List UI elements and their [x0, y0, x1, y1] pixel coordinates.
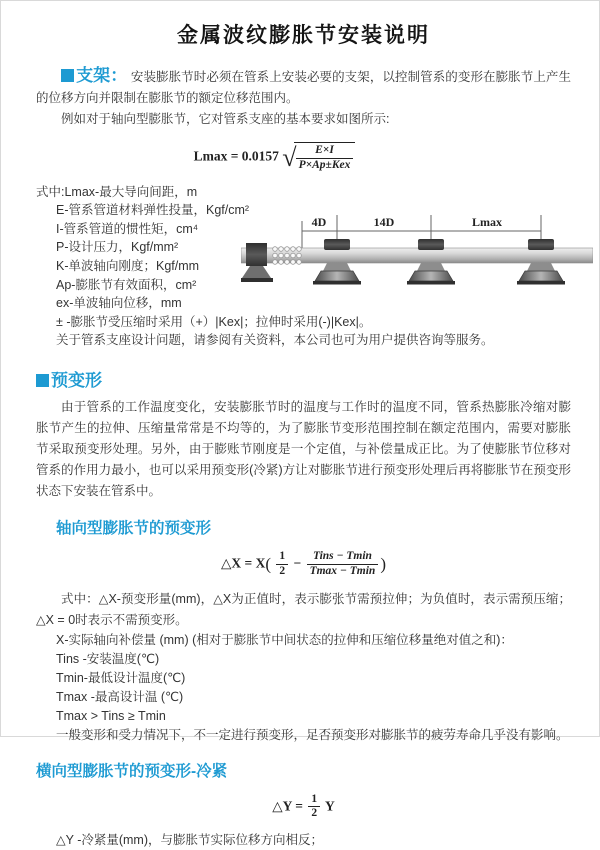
predeform-heading-label: 预变形 — [51, 370, 102, 390]
fraction-denominator: Tmax − Tmin — [309, 564, 376, 577]
pipe-support-diagram — [241, 209, 593, 305]
support-heading-label: 支架： — [76, 66, 128, 85]
predeform-section-heading — [36, 366, 571, 391]
axial-close-paren: ) — [380, 554, 386, 574]
variable-line: Ap-膨胀节有效面积，cm² — [56, 277, 197, 292]
axial-note-line: 一般变形和受力情况下，不一定进行预变形，足否预变形对膨胀节的疲劳寿命几乎没有影响。 — [56, 727, 569, 742]
diagram-dim-label-lmax: Lmax — [472, 214, 502, 229]
variable-line: ex-单波轴向位移，mm — [56, 296, 182, 311]
lmax-formula-lhs: Lmax = 0.0157 — [193, 148, 279, 164]
lmax-fraction-numerator: E×I — [296, 144, 354, 159]
support-intro-paragraph — [36, 65, 571, 109]
fraction-denominator: 2 — [311, 807, 318, 820]
sqrt-under-bar — [294, 142, 356, 173]
axial-formula-lhs: △X = X — [221, 555, 266, 571]
sqrt-radical-symbol: √ — [282, 142, 297, 172]
axial-desc-paragraph: 式中：△X-预变形量(mm)，△X为正值时，表示膨张节需预拉伸；为负值时，表示需预压缩；△X = 0时表示不需预变形。 — [36, 591, 571, 627]
lateral-note-line: △Y -冷紧量(mm)，与膨胀节实际位移方向相反； — [56, 833, 324, 848]
lateral-subheading: 横向型膨胀节的预变形-冷紧 — [36, 762, 228, 780]
bellows-expansion-joint — [273, 246, 302, 264]
fraction-numerator: Tins − Tmin — [307, 550, 379, 565]
variable-line: 关于管系支座设计问题，请参阅有关资料，本公司也可为用户提供咨询等服务。 — [56, 333, 494, 348]
support-example-line: 例如对于轴向型膨胀节，它对管系支座的基本要求如图所示: — [61, 112, 390, 126]
diagram-dim-label-4d: 4D — [311, 214, 327, 229]
variable-line: ± -膨胀节受压缩时采用（+）|Kex|；拉伸时采用(-)|Kex|。 — [56, 314, 372, 329]
predeform-body-paragraph: 由于管系的工作温度变化，安装膨胀节时的温度与工作时的温度不同，管系热膨胀冷缩对膨胀节产生的拉伸、压缩量常常是不均等的，为了膨胀节变形范围控制在额定范围内，需要对膨胀节采取预变形处理。另外，由于膨账节刚度是一个定值，与补偿量成正比。为了使膨胀节位移对管系的作用力最小，也可以采用预变形(冷紧)方让对膨胀节进行预变形处理后再将膨胀节在预变形状态下安装在管系中。 — [36, 399, 571, 498]
axial-subheading: 轴向型膨胀节的预变形 — [56, 519, 212, 537]
one-half-fraction — [308, 793, 320, 822]
support-section-heading — [61, 66, 127, 85]
variable-line: P-设计压力，Kgf/mm² — [56, 240, 179, 255]
variable-line: 式中:Lmax-最大导向间距，m — [36, 184, 198, 199]
axial-formula — [36, 550, 571, 579]
axial-var-line: Tins -安装温度(℃) — [56, 651, 160, 666]
one-half-fraction — [276, 550, 288, 579]
section-square-icon — [36, 374, 49, 387]
axial-var-line: Tmin-最低设计温度(℃) — [56, 670, 186, 685]
variable-line: K-单波轴向刚度；Kgf/mm — [56, 258, 200, 273]
fraction-numerator: 1 — [308, 793, 320, 808]
variable-line: E-管系管道材料弹性投量，Kgf/cm² — [56, 203, 250, 218]
axial-var-line: Tmax > Tins ≥ Tmin — [56, 708, 166, 723]
lateral-formula-lhs: △Y = — [272, 797, 303, 813]
axial-var-line: Tmax -最高设计温 (℃) — [56, 689, 184, 704]
fraction-numerator: 1 — [276, 550, 288, 565]
support-intro-text: 安装膨胀节时必须在管系上安装必要的支架，以控制管系的变形在膨胀节上产生的位移方向并限制在膨胀节的额定位移范围内。 — [36, 70, 571, 105]
axial-open-paren: ( — [265, 554, 271, 574]
fraction-denominator: 2 — [279, 564, 286, 577]
section-square-icon — [61, 69, 74, 82]
axial-var-line: X-实际轴向补偿量 (mm) (相对于膨胀节中间状态的拉伸和压缩位移量绝对值之和)： — [56, 632, 513, 647]
lmax-fraction — [296, 144, 354, 173]
document-content — [1, 1, 599, 850]
variable-line: I-管系管道的惯性矩，cm⁴ — [56, 221, 199, 236]
variables-and-diagram-section — [36, 183, 571, 350]
page-title: 金属波纹膨胀节安装说明 — [177, 24, 430, 47]
minus-sign: − — [293, 555, 302, 571]
lateral-formula — [36, 793, 571, 822]
temperature-fraction — [307, 550, 379, 579]
diagram-dim-label-14d: 14D — [373, 214, 395, 229]
lmax-fraction-denominator: P×Ap±Kex — [298, 158, 351, 171]
lmax-formula — [36, 142, 571, 173]
lateral-formula-rhs: Y — [324, 797, 335, 813]
